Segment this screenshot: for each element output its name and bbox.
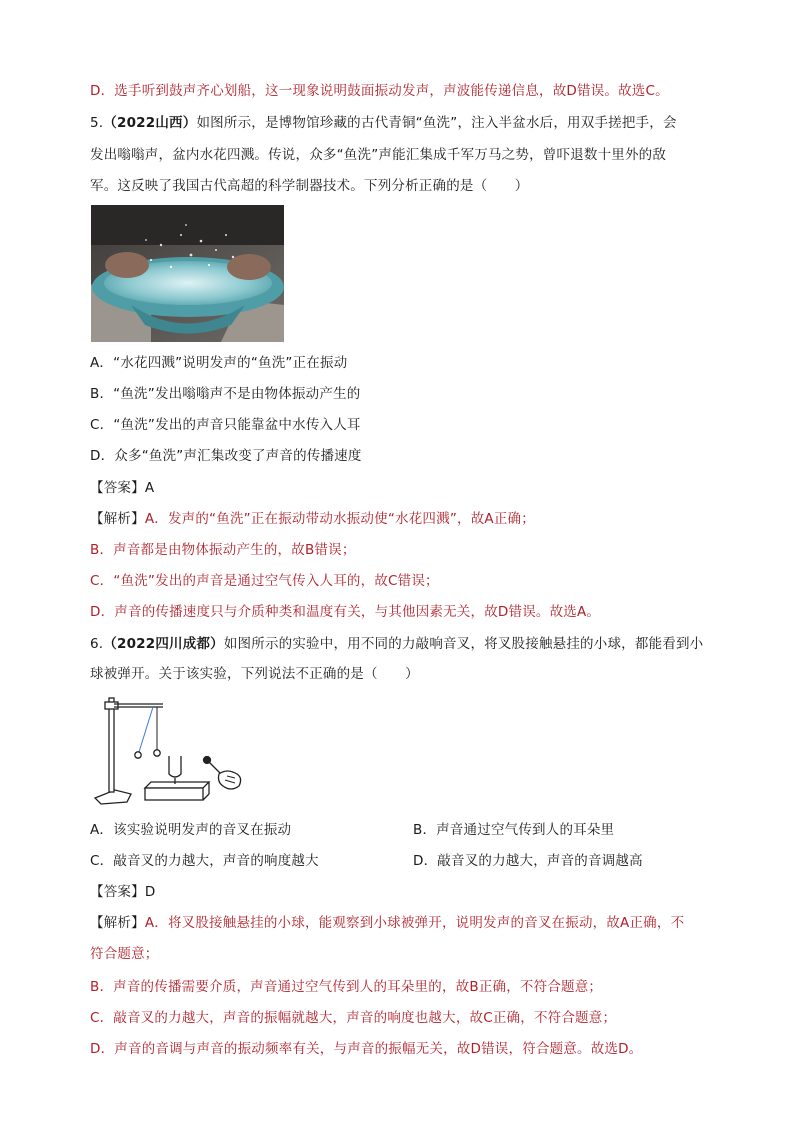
q5-option-a: A．“水花四溅”说明发声的“鱼洗”正在振动 — [90, 355, 348, 371]
q6-option-d: D．敲音叉的力越大，声音的音调越高 — [413, 853, 643, 869]
q6-option-c: C．敲音叉的力越大，声音的响度越大 — [90, 853, 319, 869]
q5-stem-line2: 发出嗡嗡声，盆内水花四溅。传说，众多“鱼洗”声能汇集成千军万马之势，曾吓退数十里外的敌 — [90, 147, 667, 163]
q6-option-a: A．该实验说明发声的音叉在振动 — [90, 822, 292, 838]
yuxi-basin-photo — [91, 205, 284, 342]
q6-option-b: B．声音通过空气传到人的耳朵里 — [413, 822, 615, 838]
q6-analysis-a2: 符合题意； — [90, 946, 159, 962]
q6-analysis-a1 — [90, 913, 684, 933]
analysis-label: 【解析】 — [90, 511, 145, 527]
q4-analysis-d: D．选手听到鼓声齐心划船，这一现象说明鼓面振动发声，声波能传递信息，故D错误。故选C。 — [90, 83, 669, 99]
q5-option-c: C．“鱼洗”发出的声音只能靠盆中水传入人耳 — [90, 417, 361, 433]
q6-stem-line2: 球被弹开。关于该实验，下列说法不正确的是（ ） — [90, 666, 419, 682]
tuning-fork-diagram — [91, 690, 251, 810]
q6-answer — [90, 882, 155, 902]
q6-source: （2022四川成都） — [103, 636, 224, 652]
q5-analysis-b: B．声音都是由物体振动产生的，故B错误； — [90, 542, 356, 558]
q5-number: 5. — [90, 115, 104, 131]
answer-value: A — [144, 480, 155, 496]
q6-stem-line1 — [90, 634, 703, 654]
analysis-label: 【解析】 — [90, 915, 145, 931]
q5-analysis-d: D．声音的传播速度只与介质种类和温度有关，与其他因素无关，故D错误。故选A。 — [90, 604, 601, 620]
answer-value: D — [144, 884, 156, 900]
q5-source: （2022山西） — [103, 115, 197, 131]
q5-stem-line1 — [90, 113, 677, 133]
q6-analysis-d: D．声音的音调与声音的振动频率有关，与声音的振幅无关，故D错误，符合题意。故选D。 — [90, 1041, 643, 1057]
analysis-text: A．发声的“鱼洗”正在振动带动水振动使“水花四溅”，故A正确； — [144, 511, 535, 527]
q5-analysis-a — [90, 509, 535, 529]
answer-label: 【答案】 — [90, 884, 145, 900]
q6-number: 6. — [90, 636, 104, 652]
q5-option-b: B．“鱼洗”发出嗡嗡声不是由物体振动产生的 — [90, 386, 361, 402]
answer-label: 【答案】 — [90, 480, 145, 496]
q5-stem-text1: 如图所示，是博物馆珍藏的古代青铜“鱼洗”，注入半盆水后，用双手搓把手，会 — [196, 115, 677, 131]
q5-stem-line3: 军。这反映了我国古代高超的科学制器技术。下列分析正确的是（ ） — [90, 178, 529, 194]
q5-option-d: D．众多“鱼洗”声汇集改变了声音的传播速度 — [90, 448, 362, 464]
analysis-text: A．将叉股接触悬挂的小球，能观察到小球被弹开，说明发声的音叉在振动，故A正确，不 — [144, 915, 685, 931]
q6-stem-text1: 如图所示的实验中，用不同的力敲响音叉，将叉股接触悬挂的小球，都能看到小 — [223, 636, 704, 652]
q5-analysis-c: C．“鱼洗”发出的声音是通过空气传入人耳的，故C错误； — [90, 573, 439, 589]
q5-answer — [90, 478, 154, 498]
q6-analysis-c: C．敲音叉的力越大，声音的振幅就越大，声音的响度也越大，故C正确，不符合题意； — [90, 1010, 617, 1026]
q6-analysis-b: B．声音的传播需要介质，声音通过空气传到人的耳朵里的，故B正确，不符合题意； — [90, 979, 603, 995]
